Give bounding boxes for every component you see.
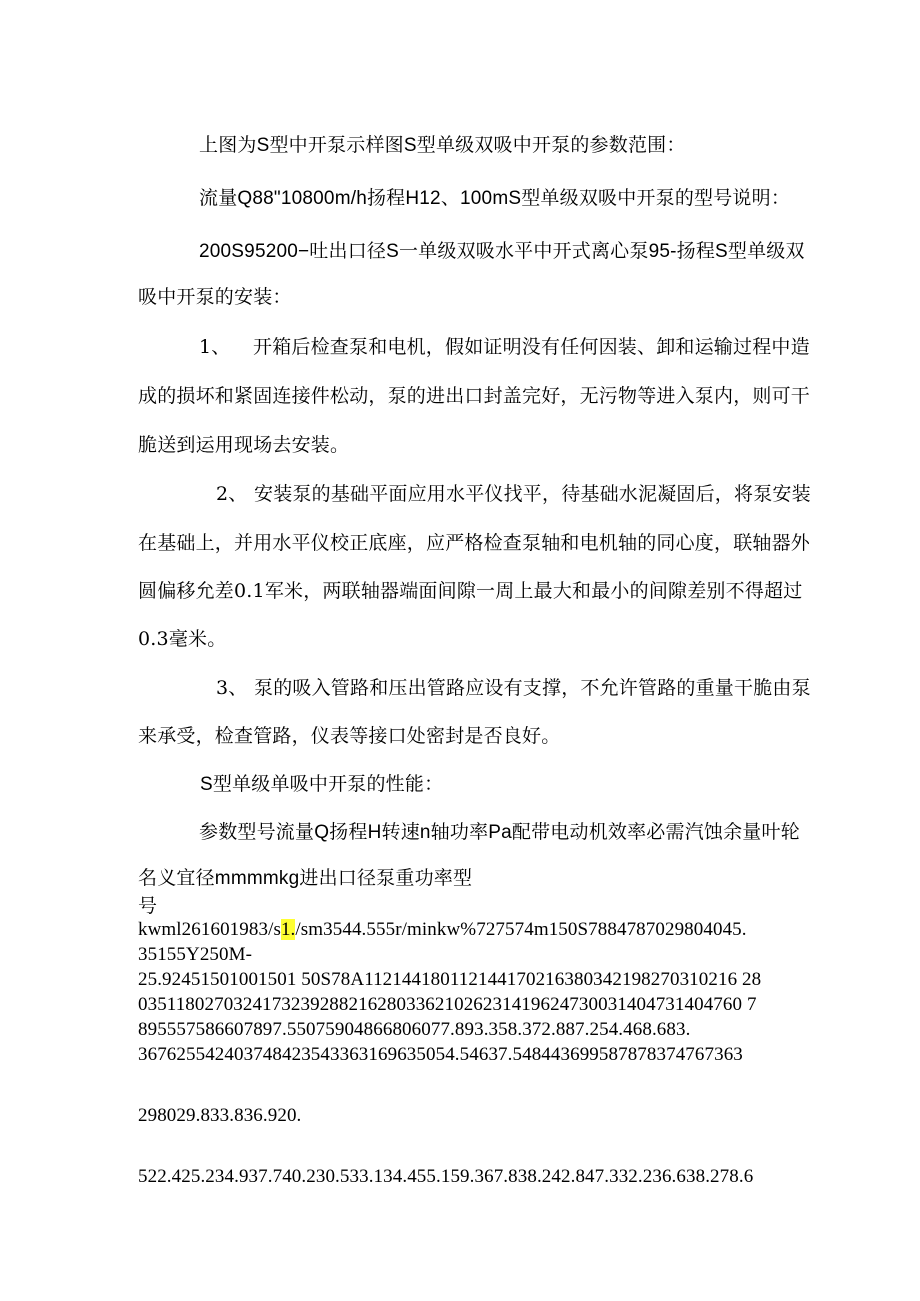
section-heading-performance: S型单级单吸中开泵的性能： (200, 774, 444, 795)
list-item-text: 圆偏移允差0.1军米，两联轴器端面间隙一周上最大和最小的间隙差别不得超过 (138, 580, 803, 602)
table-data-line: 35155Y250M- (138, 944, 253, 965)
table-data-line: 25.92451501001501 50S78A112144180112144170216380342198270310216 28 (138, 969, 762, 990)
list-item-number: 2、 (216, 483, 248, 505)
highlighted-text: 1. (280, 919, 296, 940)
paragraph-pump-intro: 上图为S型中开泵示样图S型单级双吸中开泵的参数范围： (199, 135, 686, 156)
table-data-line: 895557586607897.55075904866806077.893.358.372.887.254.468.683. (138, 1019, 691, 1040)
list-item-text: 泵的吸入管路和压出管路应设有支撑，不允许管路的重量干脆由泵 (254, 677, 811, 699)
data-segment: kwml261601983/s (138, 919, 281, 940)
table-data-line: 367625542403748423543363169635054.54637.548443699587878374767363 (138, 1044, 743, 1065)
list-item-text: 来承受，检查管路，仪表等接口处密封是否良好。 (138, 725, 561, 747)
table-header-line: 名义宜径mmmmkg进出口径泵重功率型 (138, 868, 473, 889)
list-item-text: 脆送到运用现场去安装。 (138, 434, 350, 456)
table-data-line: 298029.833.836.920. (138, 1105, 302, 1126)
list-item-text: 安装泵的基础平面应用水平仪找平，待基础水泥凝固后，将泵安装 (254, 483, 811, 505)
list-item-text: 在基础上，并用水平仪校正底座，应严格检查泵轴和电机轴的同心度，联轴器外 (138, 532, 811, 554)
table-header-line: 参数型号流量Q扬程H转速n轴功率Pa配带电动机效率必需汽蚀余量叶轮 (199, 822, 800, 843)
table-data-line: 035118027032417323928821628033621026231419624730031404731404760 7 (138, 994, 757, 1015)
list-item-number: 3、 (216, 677, 248, 699)
list-item-text: 0.3毫米。 (138, 628, 227, 650)
list-item-text: 开箱后检查泵和电机，假如证明没有任何因装、卸和运输过程中造 (253, 336, 810, 358)
data-segment: /sm3544.555r/minkw%727574m150S7884787029804045. (295, 919, 747, 940)
table-header-line: 号 (138, 895, 158, 917)
list-item-number: 1、 (199, 336, 231, 358)
table-data-line (138, 918, 747, 942)
list-item-text: 成的损坏和紧固连接件松动，泵的进出口封盖完好，无污物等进入泵内，则可干 (138, 385, 811, 407)
paragraph-parameter-range: 流量Q88"10800m/h扬程H12、100mS型单级双吸中开泵的型号说明： (199, 188, 791, 209)
table-data-line: 522.425.234.937.740.230.533.134.455.159.367.838.242.847.332.236.638.278.6 (138, 1166, 754, 1187)
paragraph-model-explanation: 200S95200−吐出口径S一单级双吸水平中开式离心泵95-扬程S型单级双 (199, 241, 805, 262)
paragraph-model-explanation-cont: 吸中开泵的安装： (138, 287, 292, 308)
